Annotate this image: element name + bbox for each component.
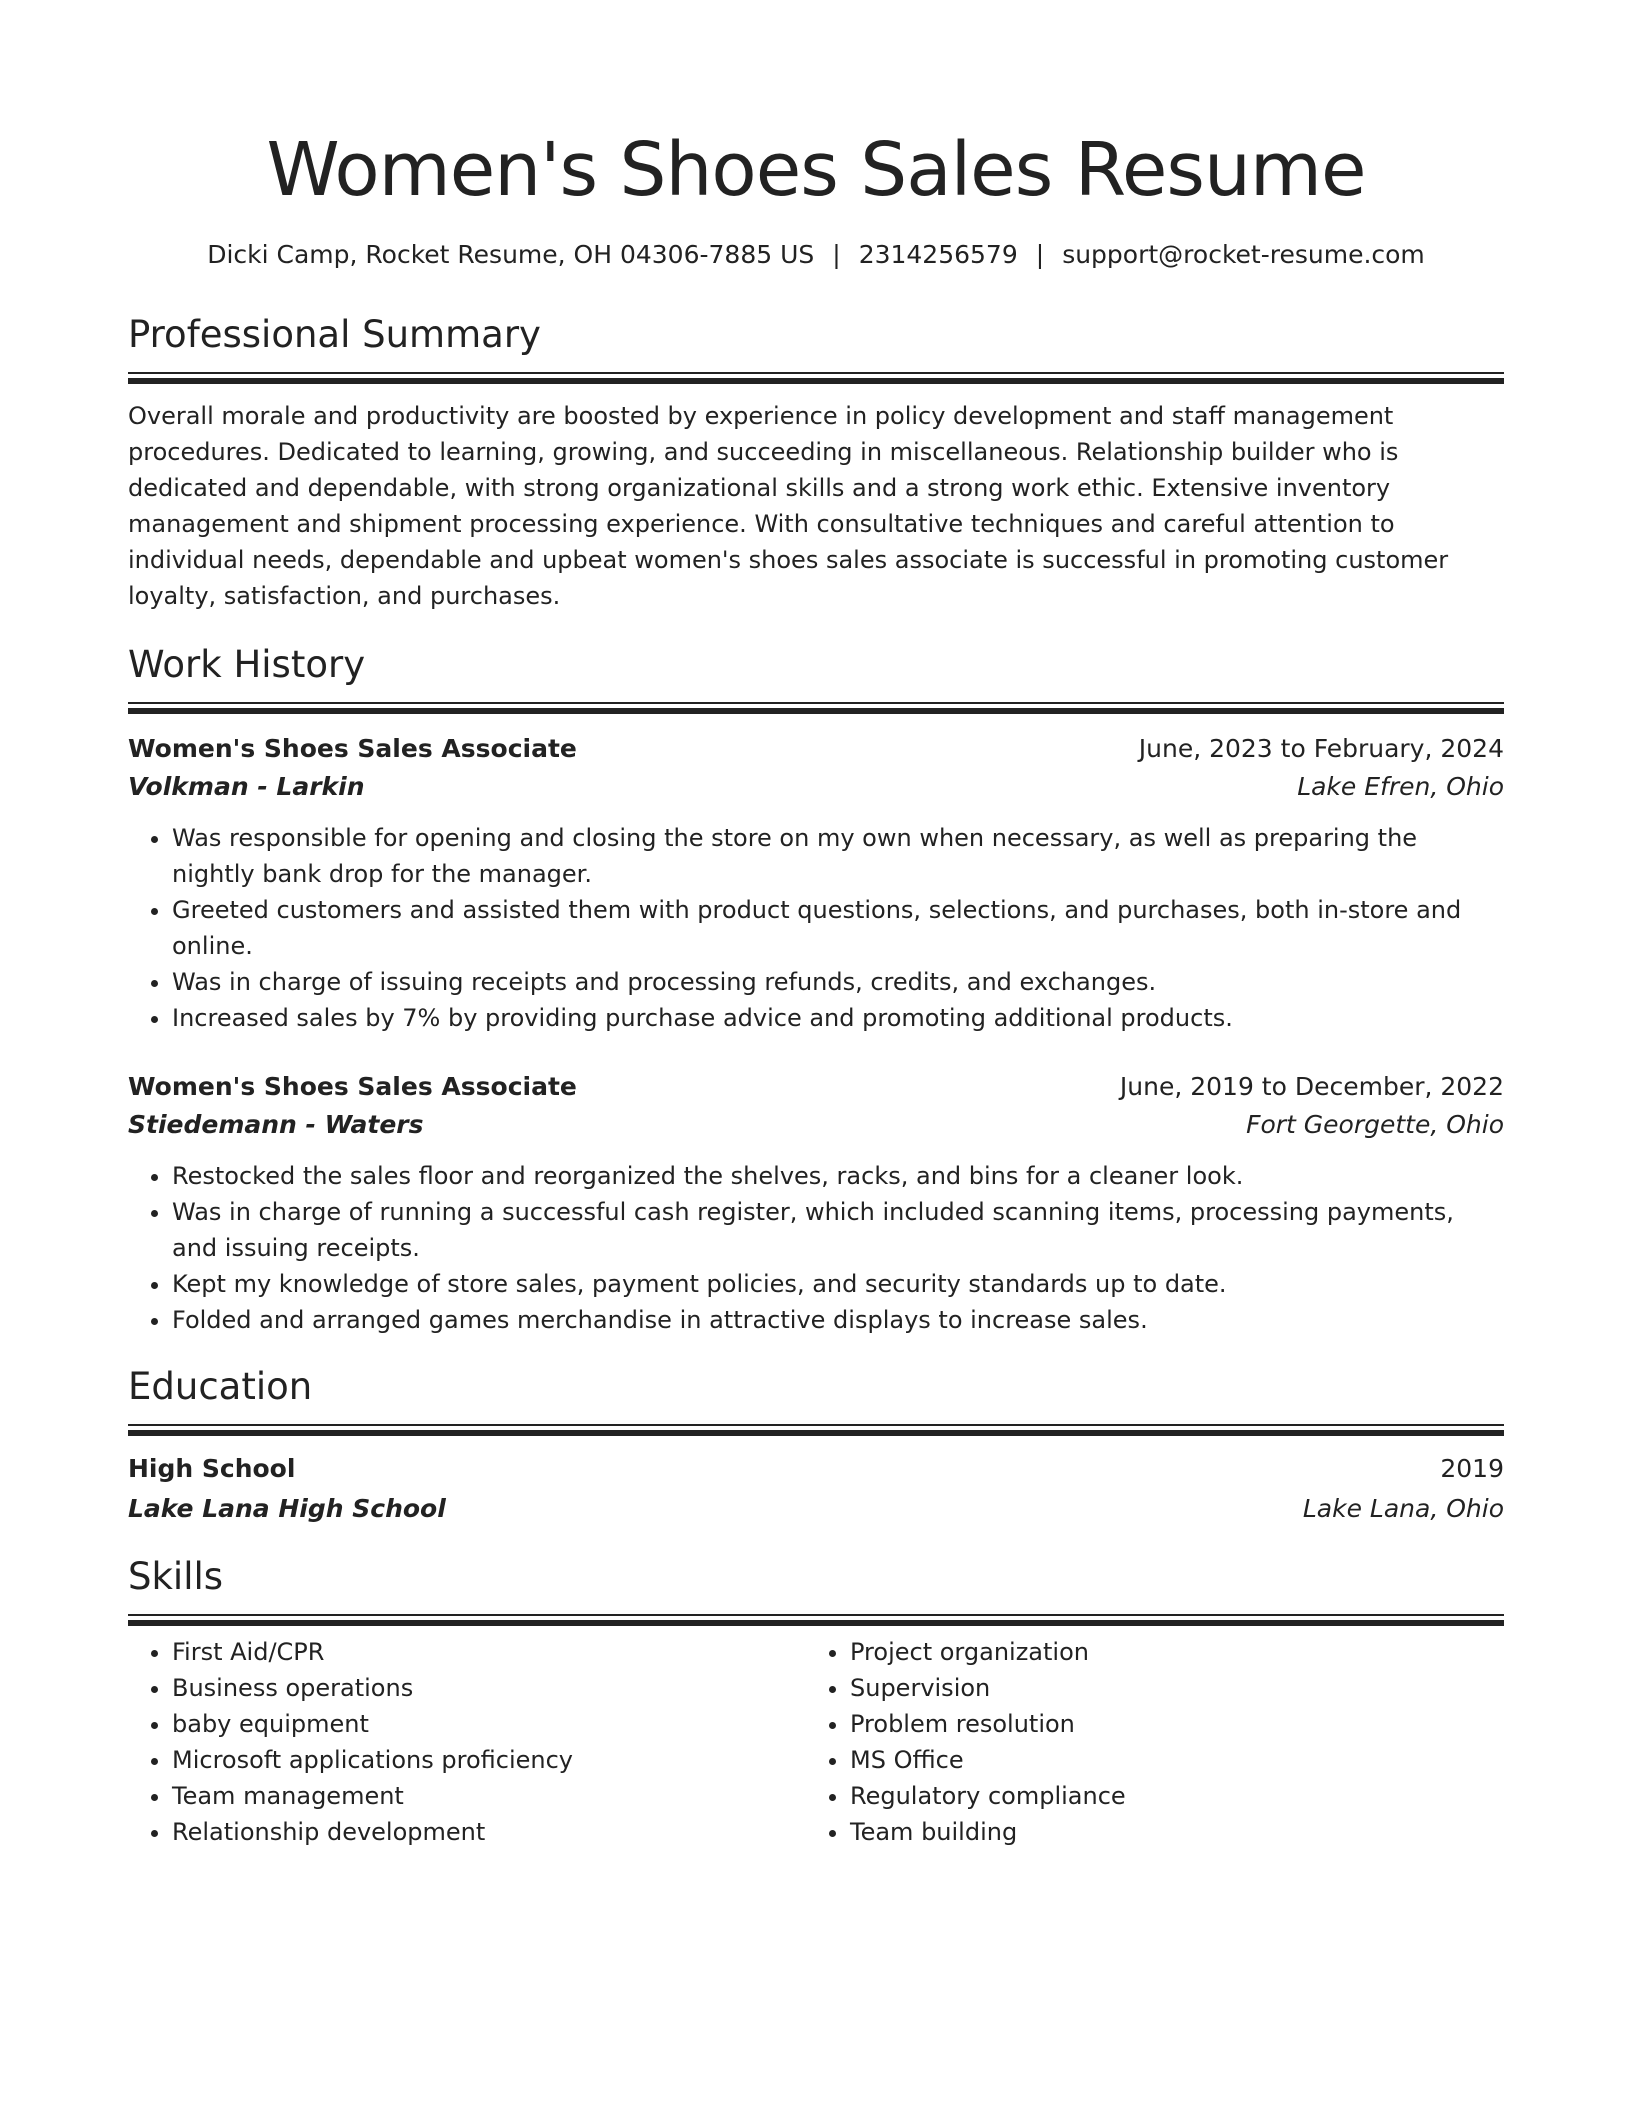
- skill-item: • baby equipment: [172, 1706, 806, 1742]
- skills-list-right: [806, 1634, 1484, 1850]
- section-heading-education: Education: [128, 1365, 313, 1408]
- job-bullet: • Was in charge of issuing receipts and processing refunds, credits, and exchanges.: [172, 964, 1504, 1000]
- job-bullet: • Increased sales by 7% by providing purchase advice and promoting additional products.: [172, 1000, 1504, 1036]
- skills-section: [128, 1552, 1504, 1850]
- education-header: [128, 1450, 1504, 1488]
- skill-item: • Business operations: [172, 1670, 806, 1706]
- job-title: Women's Shoes Sales Associate: [128, 734, 577, 763]
- resume-page: [128, 0, 1504, 1850]
- skill-item: • Project organization: [850, 1634, 1484, 1670]
- skill-item: • First Aid/CPR: [172, 1634, 806, 1670]
- skill-item: • MS Office: [850, 1742, 1484, 1778]
- job-dates: June, 2023 to February, 2024: [1138, 734, 1504, 763]
- job-header: [128, 730, 1504, 768]
- section-divider: [128, 702, 1504, 714]
- section-heading-skills: Skills: [128, 1555, 224, 1598]
- job-subheader: [128, 768, 1504, 806]
- contact-email: support@rocket-resume.com: [1062, 240, 1425, 269]
- job-dates: June, 2019 to December, 2022: [1119, 1072, 1504, 1101]
- skill-item: • Team building: [850, 1814, 1484, 1850]
- education-year: 2019: [1440, 1454, 1504, 1483]
- job-entry: [128, 1068, 1504, 1338]
- job-company: Volkman - Larkin: [128, 772, 365, 801]
- contact-line: [128, 238, 1504, 272]
- work-history-section: [128, 640, 1504, 1338]
- job-bullet: • Was in charge of running a successful cash register, which included scanning items, processing payments, and issuing receipts.: [172, 1194, 1504, 1266]
- section-divider: [128, 372, 1504, 384]
- summary-text: Overall morale and productivity are boosted by experience in policy development and staff management procedures. Dedicated to learning, growing, and succeeding in miscellaneous. Relationship builder who is dedicated and dependable, with strong organizational skills and a strong work ethic. Extensive inventory management and shipment processing experience. With consultative techniques and careful attention to individual needs, dependable and upbeat women's shoes sales associate is successful in promoting customer loyalty, satisfaction, and purchases.: [128, 402, 1449, 610]
- job-location: Fort Georgette, Ohio: [1246, 1110, 1504, 1139]
- skill-item: • Supervision: [850, 1670, 1484, 1706]
- education-subheader: [128, 1490, 1504, 1528]
- skills-list-left: [128, 1634, 806, 1850]
- summary-section: [128, 310, 1504, 614]
- job-bullets: [128, 820, 1504, 1036]
- skill-item: • Microsoft applications proficiency: [172, 1742, 806, 1778]
- job-bullet: • Greeted customers and assisted them with product questions, selections, and purchases, both in-store and online.: [172, 892, 1504, 964]
- education-school: Lake Lana High School: [128, 1494, 446, 1523]
- skill-item: • Problem resolution: [850, 1706, 1484, 1742]
- job-bullet: • Restocked the sales floor and reorganized the shelves, racks, and bins for a cleaner look.: [172, 1158, 1504, 1194]
- job-bullet: • Was responsible for opening and closing the store on my own when necessary, as well as preparing the nightly bank drop for the manager.: [172, 820, 1504, 892]
- education-location: Lake Lana, Ohio: [1302, 1494, 1504, 1523]
- job-bullets: [128, 1158, 1504, 1338]
- section-divider: [128, 1614, 1504, 1626]
- section-heading-work: Work History: [128, 643, 366, 686]
- job-title: Women's Shoes Sales Associate: [128, 1072, 577, 1101]
- section-divider: [128, 1424, 1504, 1436]
- education-degree: High School: [128, 1454, 296, 1483]
- job-entry: [128, 730, 1504, 1036]
- contact-phone: 2314256579: [858, 240, 1018, 269]
- job-subheader: [128, 1106, 1504, 1144]
- education-section: [128, 1362, 1504, 1528]
- skill-item: • Regulatory compliance: [850, 1778, 1484, 1814]
- resume-title: Women's Shoes Sales Resume: [266, 127, 1366, 213]
- job-company: Stiedemann - Waters: [128, 1110, 424, 1139]
- job-bullet: • Folded and arranged games merchandise in attractive displays to increase sales.: [172, 1302, 1504, 1338]
- section-heading-summary: Professional Summary: [128, 313, 541, 356]
- job-header: [128, 1068, 1504, 1106]
- contact-separator: |: [832, 240, 841, 269]
- skills-columns: [128, 1634, 1504, 1850]
- skill-item: • Relationship development: [172, 1814, 806, 1850]
- job-bullet: • Kept my knowledge of store sales, payment policies, and security standards up to date.: [172, 1266, 1504, 1302]
- job-location: Lake Efren, Ohio: [1297, 772, 1504, 801]
- skill-item: • Team management: [172, 1778, 806, 1814]
- education-entry: [128, 1450, 1504, 1528]
- contact-address: Dicki Camp, Rocket Resume, OH 04306-7885 US: [207, 240, 815, 269]
- contact-separator: |: [1035, 240, 1045, 269]
